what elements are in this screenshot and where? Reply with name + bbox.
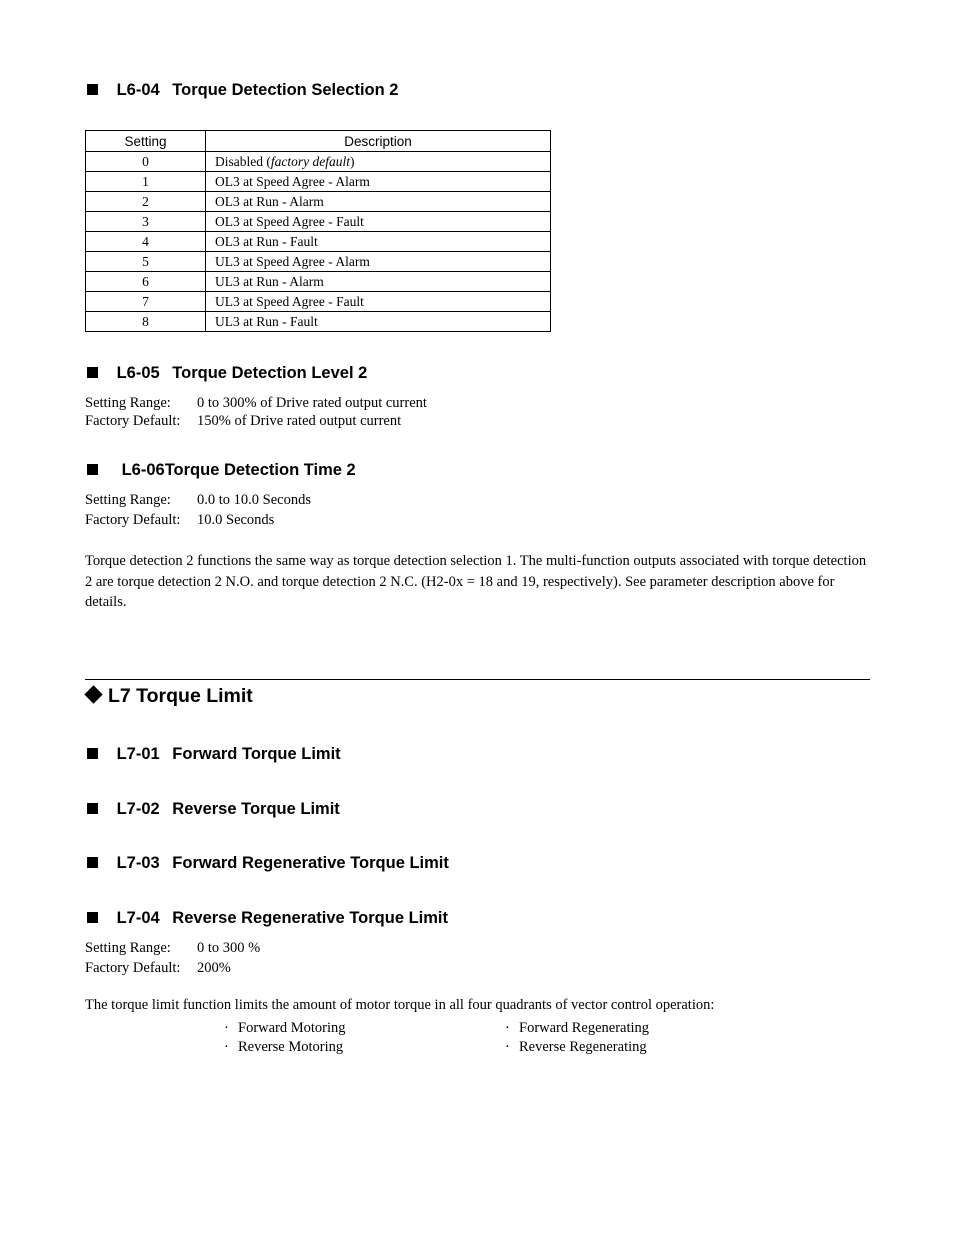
description-cell: UL3 at Run - Alarm (206, 272, 551, 292)
setting-range-row (85, 938, 260, 958)
column-header-description: Description (206, 131, 551, 152)
table-row (86, 232, 551, 252)
l7-02-heading (87, 799, 340, 819)
l7-paragraph: The torque limit function limits the amount of motor torque in all four quadrants of vector control operation: (85, 997, 715, 1013)
square-bullet-icon (87, 857, 98, 868)
setting-range-value: 0 to 300% of Drive rated output current (197, 395, 427, 411)
list-item-text: Reverse Regenerating (519, 1039, 647, 1055)
list-item (224, 1038, 346, 1057)
list-item (505, 1038, 649, 1057)
square-bullet-icon (87, 748, 98, 759)
description-cell: UL3 at Speed Agree - Fault (206, 292, 551, 312)
setting-range-value: 0.0 to 10.0 Seconds (197, 492, 311, 508)
dot-bullet: · (505, 1039, 510, 1055)
factory-default-label: Factory Default: (85, 413, 181, 429)
factory-default-value: 150% of Drive rated output current (197, 413, 402, 429)
setting-range-row (85, 394, 427, 412)
l6-06-settings (85, 490, 311, 530)
setting-cell: 3 (86, 212, 206, 232)
setting-cell: 2 (86, 192, 206, 212)
param-code: L7-01 (116, 745, 160, 763)
l7-01-heading (87, 744, 341, 764)
param-title: Torque Detection Selection 2 (172, 81, 399, 99)
setting-cell: 5 (86, 252, 206, 272)
description-text: Disabled ( (215, 153, 271, 169)
l6-05-heading (87, 363, 367, 383)
square-bullet-icon (87, 464, 98, 475)
table-row (86, 212, 551, 232)
description-cell: UL3 at Speed Agree - Alarm (206, 252, 551, 272)
dot-bullet: · (505, 1020, 510, 1036)
table-row (86, 312, 551, 332)
param-code: L7-02 (116, 800, 160, 818)
param-code: L7-04 (116, 909, 160, 927)
setting-range-row (85, 490, 311, 510)
param-title: Reverse Regenerative Torque Limit (172, 909, 449, 927)
factory-default-value: 200% (197, 960, 231, 976)
param-title: Forward Regenerative Torque Limit (172, 854, 449, 872)
diamond-bullet-icon (84, 685, 102, 703)
param-title: L6-06Torque Detection Time 2 (121, 461, 356, 479)
setting-cell: 6 (86, 272, 206, 292)
factory-default-row (85, 510, 311, 530)
table-row (86, 292, 551, 312)
list-item-text: Forward Motoring (238, 1020, 346, 1036)
setting-range-label: Setting Range: (85, 492, 171, 508)
list-item (224, 1019, 346, 1038)
l6-06-heading (87, 460, 356, 480)
l6-04-heading (87, 80, 398, 100)
factory-default-label: Factory Default: (85, 512, 181, 528)
setting-range-label: Setting Range: (85, 940, 171, 956)
description-cell: OL3 at Speed Agree - Fault (206, 212, 551, 232)
square-bullet-icon (87, 367, 98, 378)
param-title: Reverse Torque Limit (172, 800, 340, 818)
param-code: L6-05 (116, 364, 160, 382)
setting-cell: 7 (86, 292, 206, 312)
section-divider (85, 679, 870, 680)
square-bullet-icon (87, 803, 98, 814)
setting-range-value: 0 to 300 % (197, 940, 261, 956)
factory-default-value: 10.0 Seconds (197, 512, 275, 528)
square-bullet-icon (87, 912, 98, 923)
description-cell: UL3 at Run - Fault (206, 312, 551, 332)
description-cell (206, 152, 551, 172)
table-row (86, 172, 551, 192)
param-title: Forward Torque Limit (172, 745, 341, 763)
setting-cell: 0 (86, 152, 206, 172)
l6-05-settings (85, 394, 427, 430)
table-row (86, 192, 551, 212)
param-code: L6-04 (116, 81, 160, 99)
setting-cell: 4 (86, 232, 206, 252)
table-header-row (86, 131, 551, 152)
dot-bullet: · (224, 1039, 229, 1055)
param-code: L7-03 (116, 854, 160, 872)
l7-04-heading (87, 908, 448, 928)
settings-table (85, 130, 551, 332)
list-item (505, 1019, 649, 1038)
l7-03-heading (87, 853, 449, 873)
param-title: Torque Detection Level 2 (172, 364, 368, 382)
factory-default-row (85, 412, 427, 430)
description-cell: OL3 at Speed Agree - Alarm (206, 172, 551, 192)
description-cell: OL3 at Run - Alarm (206, 192, 551, 212)
setting-range-label: Setting Range: (85, 395, 171, 411)
factory-default-label: Factory Default: (85, 960, 181, 976)
l7-section-heading (83, 684, 253, 708)
dot-bullet: · (224, 1020, 229, 1036)
square-bullet-icon (87, 84, 98, 95)
factory-default-row (85, 958, 260, 978)
bullet-list-right (505, 1019, 649, 1057)
setting-cell: 8 (86, 312, 206, 332)
section-title: L7 Torque Limit (108, 685, 253, 707)
setting-cell: 1 (86, 172, 206, 192)
description-cell: OL3 at Run - Fault (206, 232, 551, 252)
description-end: ) (349, 153, 355, 169)
bullet-list-left (224, 1019, 346, 1057)
table-row (86, 252, 551, 272)
list-item-text: Forward Regenerating (519, 1020, 650, 1036)
description-italic: factory default (270, 153, 350, 169)
table-row (86, 272, 551, 292)
l7-settings (85, 938, 260, 978)
list-item-text: Reverse Motoring (238, 1039, 344, 1055)
column-header-setting: Setting (86, 131, 206, 152)
table-row (86, 152, 551, 172)
l6-06-paragraph: Torque detection 2 functions the same way as torque detection selection 1. The multi-function outputs associated with torque detection 2 are torque detection 2 N.O. and torque detection 2 N.C. (H2-0x = 18 and 19, respectively). See parameter description above for details. (85, 553, 867, 610)
